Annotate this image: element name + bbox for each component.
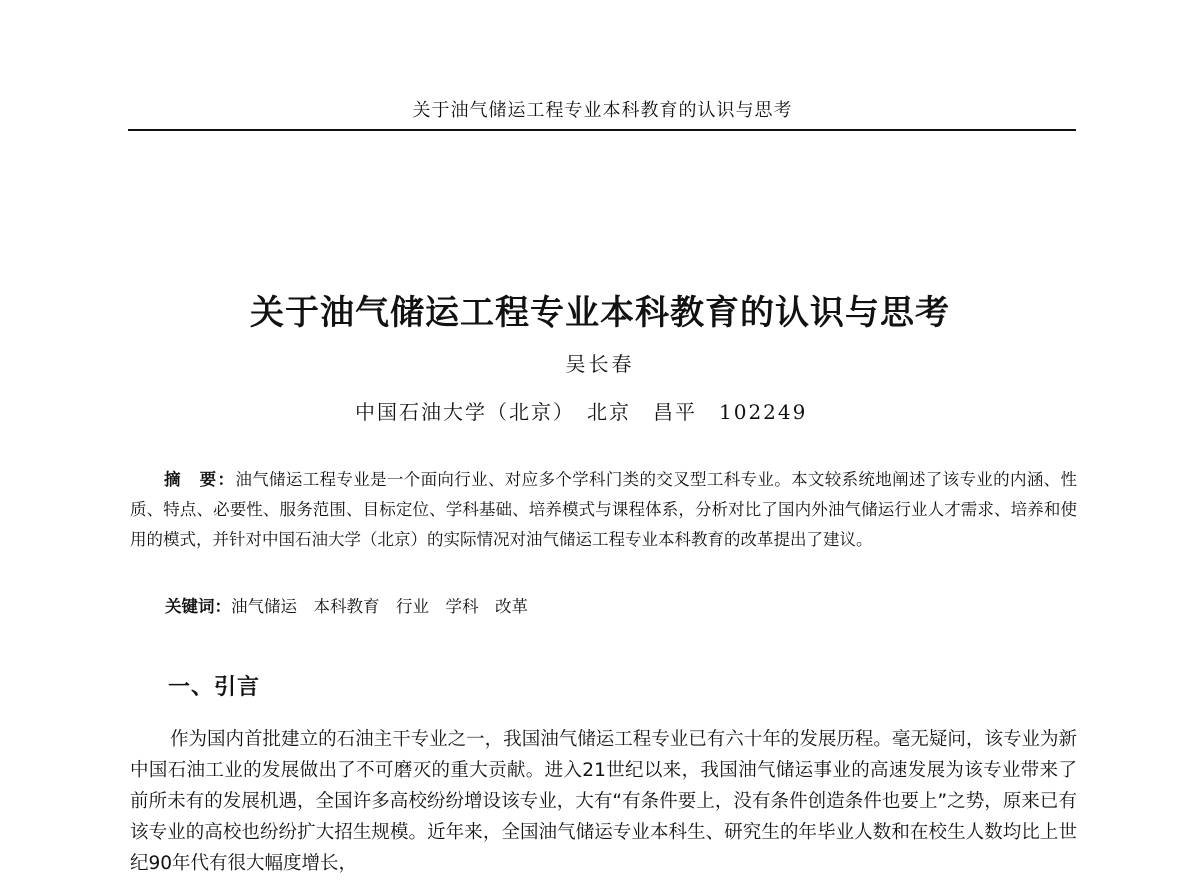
keywords-text: 油气储运 本科教育 行业 学科 改革 [231,597,528,616]
header-rule [128,129,1076,131]
abstract [130,465,1077,555]
section-heading-introduction: 一、引言 [168,675,261,700]
keywords [165,593,528,617]
abstract-label: 摘 要： [164,470,236,489]
author-affiliation: 中国石油大学（北京） 北京 昌平 102249 [355,400,808,424]
paper-title: 关于油气储运工程专业本科教育的认识与思考 [250,293,950,333]
keywords-label: 关键词： [165,597,231,616]
author-name: 吴长春 [565,352,635,376]
running-header: 关于油气储运工程专业本科教育的认识与思考 [412,100,793,121]
abstract-text: 油气储运工程专业是一个面向行业、对应多个学科门类的交叉型工科专业。本文较系统地阐述了该专业的内涵、性质、特点、必要性、服务范围、目标定位、学科基础、培养模式与课程体系，分析对比了国内外油气储运行业人才需求、培养和使用的模式，并针对中国石油大学（北京）的实际情况对油气储运工程专业本科教育的改革提出了建议。 [130,470,1078,549]
body-paragraph: 作为国内首批建立的石油主干专业之一，我国油气储运工程专业已有六十年的发展历程。毫无疑问，该专业为新中国石油工业的发展做出了不可磨灭的重大贡献。进入21世纪以来，我国油气储运事业的高速发展为该专业带来了前所未有的发展机遇，全国许多高校纷纷增设该专业，大有“有条件要上，没有条件创造条件也要上”之势，原来已有该专业的高校也纷纷扩大招生规模。近年来，全国油气储运专业本科生、研究生的年毕业人数和在校生人数均比上世纪90年代有很大幅度增长， [130,729,1077,874]
